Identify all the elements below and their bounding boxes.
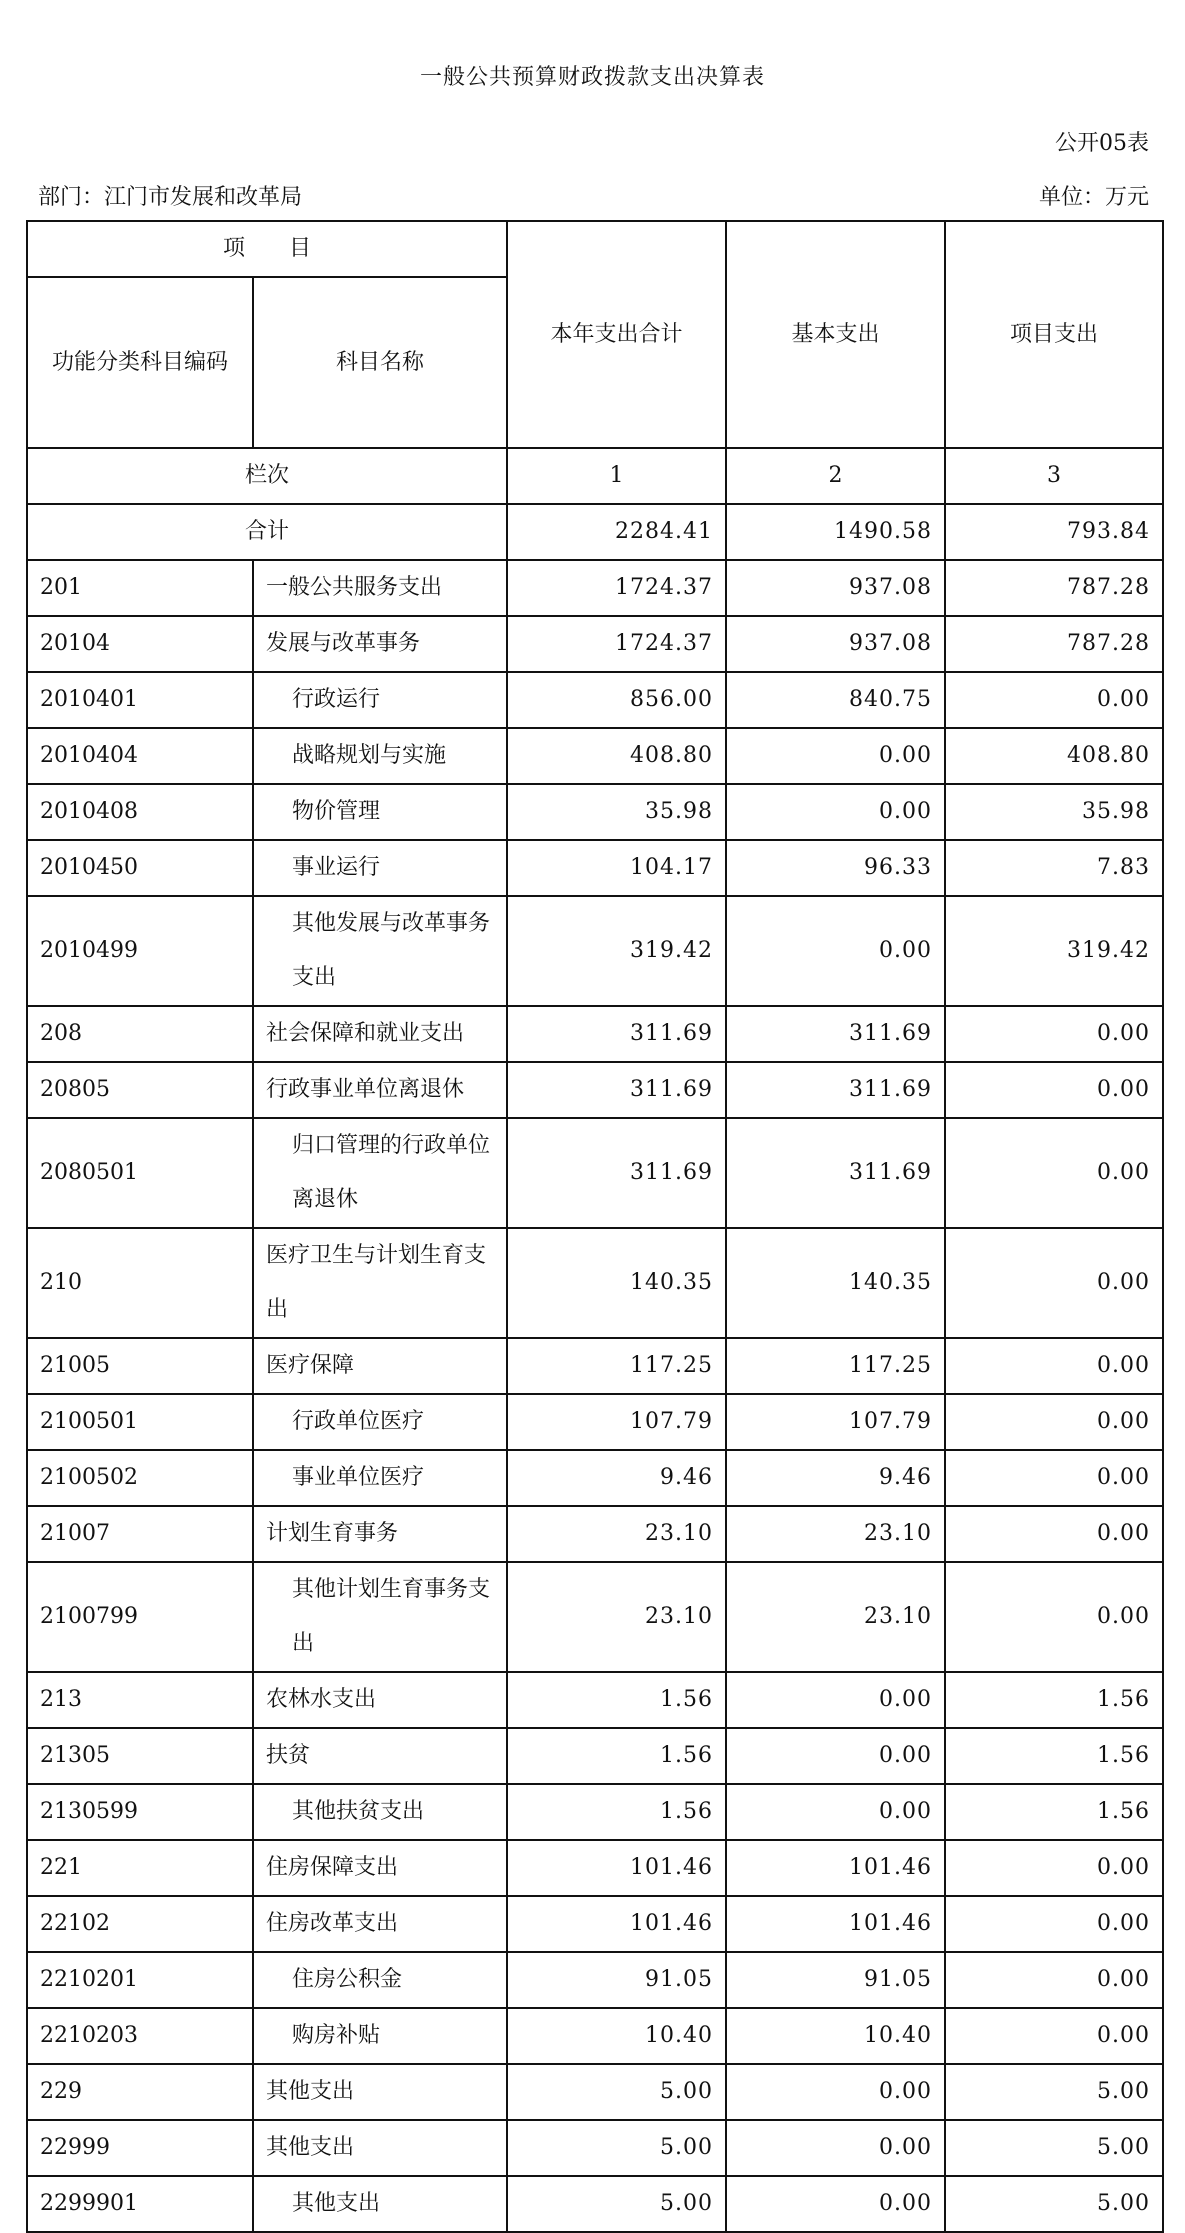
row-name: 计划生育事务 [253,1506,507,1562]
table-row [27,1562,1163,1672]
row-project: 408.80 [945,728,1163,784]
form-number: 公开05表 [1055,131,1149,156]
table-row [27,1394,1163,1450]
row-basic: 0.00 [726,784,945,840]
row-total: 319.42 [507,896,726,1006]
total-row-project: 793.84 [945,504,1163,560]
row-total: 5.00 [507,2064,726,2120]
header-total: 本年支出合计 [507,221,726,448]
row-total: 101.46 [507,1840,726,1896]
row-project: 1.56 [945,1672,1163,1728]
row-total: 23.10 [507,1506,726,1562]
row-name: 住房公积金 [253,1952,507,2008]
row-code: 2130599 [27,1784,253,1840]
row-basic: 107.79 [726,1394,945,1450]
table-row [27,896,1163,1006]
row-code: 2010401 [27,672,253,728]
row-basic: 0.00 [726,1728,945,1784]
row-basic: 840.75 [726,672,945,728]
row-project: 0.00 [945,1062,1163,1118]
row-basic: 117.25 [726,1338,945,1394]
row-project: 787.28 [945,560,1163,616]
row-name: 住房改革支出 [253,1896,507,1952]
row-total: 5.00 [507,2120,726,2176]
row-total: 1.56 [507,1672,726,1728]
table-row [27,1338,1163,1394]
table-body [27,560,1163,2232]
row-code: 2010408 [27,784,253,840]
row-total: 311.69 [507,1006,726,1062]
row-name: 其他扶贫支出 [253,1784,507,1840]
row-name: 行政单位医疗 [253,1394,507,1450]
row-project: 0.00 [945,2008,1163,2064]
row-project: 5.00 [945,2064,1163,2120]
table-row [27,672,1163,728]
row-name: 住房保障支出 [253,1840,507,1896]
row-code: 2100502 [27,1450,253,1506]
row-basic: 23.10 [726,1506,945,1562]
row-basic: 9.46 [726,1450,945,1506]
table-row [27,1506,1163,1562]
row-total: 101.46 [507,1896,726,1952]
row-project: 1.56 [945,1728,1163,1784]
row-basic: 0.00 [726,1784,945,1840]
row-project: 319.42 [945,896,1163,1006]
row-total: 311.69 [507,1118,726,1228]
header-column-label: 栏次 [27,448,507,504]
row-basic: 311.69 [726,1006,945,1062]
row-basic: 0.00 [726,2176,945,2232]
row-project: 0.00 [945,1394,1163,1450]
row-basic: 0.00 [726,2064,945,2120]
row-basic: 937.08 [726,560,945,616]
row-basic: 96.33 [726,840,945,896]
row-name: 扶贫 [253,1728,507,1784]
row-name: 农林水支出 [253,1672,507,1728]
row-code: 210 [27,1228,253,1338]
table-row [27,2008,1163,2064]
row-total: 117.25 [507,1338,726,1394]
header-project-expenditure: 项目支出 [945,221,1163,448]
table-row [27,784,1163,840]
row-project: 5.00 [945,2176,1163,2232]
table-row [27,1450,1163,1506]
row-project: 0.00 [945,1228,1163,1338]
table-row [27,1952,1163,2008]
header-code: 功能分类科目编码 [27,277,253,448]
row-basic: 91.05 [726,1952,945,2008]
row-code: 229 [27,2064,253,2120]
table-row [27,1784,1163,1840]
row-project: 0.00 [945,1006,1163,1062]
row-total: 856.00 [507,672,726,728]
row-name: 行政事业单位离退休 [253,1062,507,1118]
row-code: 2010499 [27,896,253,1006]
row-project: 35.98 [945,784,1163,840]
row-basic: 10.40 [726,2008,945,2064]
row-total: 91.05 [507,1952,726,2008]
row-code: 201 [27,560,253,616]
header-basic: 基本支出 [726,221,945,448]
row-total: 9.46 [507,1450,726,1506]
row-name: 发展与改革事务 [253,616,507,672]
row-name: 事业单位医疗 [253,1450,507,1506]
row-project: 1.56 [945,1784,1163,1840]
row-basic: 0.00 [726,728,945,784]
row-name: 事业运行 [253,840,507,896]
row-project: 5.00 [945,2120,1163,2176]
row-total: 408.80 [507,728,726,784]
table-row [27,560,1163,616]
table-row [27,728,1163,784]
row-code: 20104 [27,616,253,672]
row-basic: 0.00 [726,896,945,1006]
row-name: 其他支出 [253,2176,507,2232]
table-row [27,1840,1163,1896]
expenditure-table [26,220,1164,2233]
row-name: 其他支出 [253,2120,507,2176]
row-total: 140.35 [507,1228,726,1338]
table-row [27,1118,1163,1228]
row-code: 20805 [27,1062,253,1118]
row-total: 23.10 [507,1562,726,1672]
total-row-label: 合计 [27,504,507,560]
row-code: 21305 [27,1728,253,1784]
row-total: 1.56 [507,1784,726,1840]
row-code: 2210203 [27,2008,253,2064]
row-basic: 0.00 [726,2120,945,2176]
row-code: 2080501 [27,1118,253,1228]
row-basic: 101.46 [726,1896,945,1952]
row-project: 0.00 [945,1952,1163,2008]
row-total: 1.56 [507,1728,726,1784]
row-project: 7.83 [945,840,1163,896]
row-code: 2010450 [27,840,253,896]
row-total: 311.69 [507,1062,726,1118]
table-row [27,1896,1163,1952]
row-name: 其他发展与改革事务支出 [253,896,507,1006]
row-total: 1724.37 [507,560,726,616]
row-basic: 311.69 [726,1118,945,1228]
table-row [27,2064,1163,2120]
row-name: 医疗卫生与计划生育支出 [253,1228,507,1338]
row-project: 0.00 [945,1562,1163,1672]
row-project: 0.00 [945,1896,1163,1952]
row-project: 0.00 [945,1338,1163,1394]
report-title: 一般公共预算财政拨款支出决算表 [419,65,765,90]
row-code: 22102 [27,1896,253,1952]
header-column-1: 1 [507,448,726,504]
row-code: 2100799 [27,1562,253,1672]
table-row [27,840,1163,896]
table-row [27,1228,1163,1338]
table-row [27,1062,1163,1118]
row-name: 医疗保障 [253,1338,507,1394]
row-project: 0.00 [945,1840,1163,1896]
row-name: 购房补贴 [253,2008,507,2064]
header-column-3: 3 [945,448,1163,504]
row-project: 0.00 [945,672,1163,728]
table-row [27,616,1163,672]
row-basic: 0.00 [726,1672,945,1728]
row-basic: 311.69 [726,1062,945,1118]
row-name: 社会保障和就业支出 [253,1006,507,1062]
row-total: 104.17 [507,840,726,896]
total-row-total: 2284.41 [507,504,726,560]
table-row [27,2120,1163,2176]
row-project: 0.00 [945,1506,1163,1562]
table-row [27,1672,1163,1728]
row-total: 5.00 [507,2176,726,2232]
row-project: 0.00 [945,1118,1163,1228]
row-total: 1724.37 [507,616,726,672]
row-basic: 101.46 [726,1840,945,1896]
table-row [27,2176,1163,2232]
row-code: 2210201 [27,1952,253,2008]
row-project: 787.28 [945,616,1163,672]
row-basic: 937.08 [726,616,945,672]
row-total: 107.79 [507,1394,726,1450]
row-name: 一般公共服务支出 [253,560,507,616]
row-code: 2299901 [27,2176,253,2232]
row-name: 其他计划生育事务支出 [253,1562,507,1672]
row-code: 2100501 [27,1394,253,1450]
row-code: 2010404 [27,728,253,784]
row-project: 0.00 [945,1450,1163,1506]
row-code: 22999 [27,2120,253,2176]
row-name: 归口管理的行政单位离退休 [253,1118,507,1228]
table-row [27,1006,1163,1062]
row-total: 10.40 [507,2008,726,2064]
row-name: 其他支出 [253,2064,507,2120]
row-code: 21007 [27,1506,253,1562]
row-name: 战略规划与实施 [253,728,507,784]
row-name: 行政运行 [253,672,507,728]
department-label: 部门：江门市发展和改革局 [38,185,303,210]
unit-label: 单位：万元 [1038,185,1149,210]
row-basic: 140.35 [726,1228,945,1338]
header-project: 项 目 [27,221,507,277]
total-row-basic: 1490.58 [726,504,945,560]
header-column-2: 2 [726,448,945,504]
header-name: 科目名称 [253,277,507,448]
row-basic: 23.10 [726,1562,945,1672]
row-total: 35.98 [507,784,726,840]
row-code: 21005 [27,1338,253,1394]
table-row [27,1728,1163,1784]
row-name: 物价管理 [253,784,507,840]
row-code: 221 [27,1840,253,1896]
row-code: 208 [27,1006,253,1062]
row-code: 213 [27,1672,253,1728]
